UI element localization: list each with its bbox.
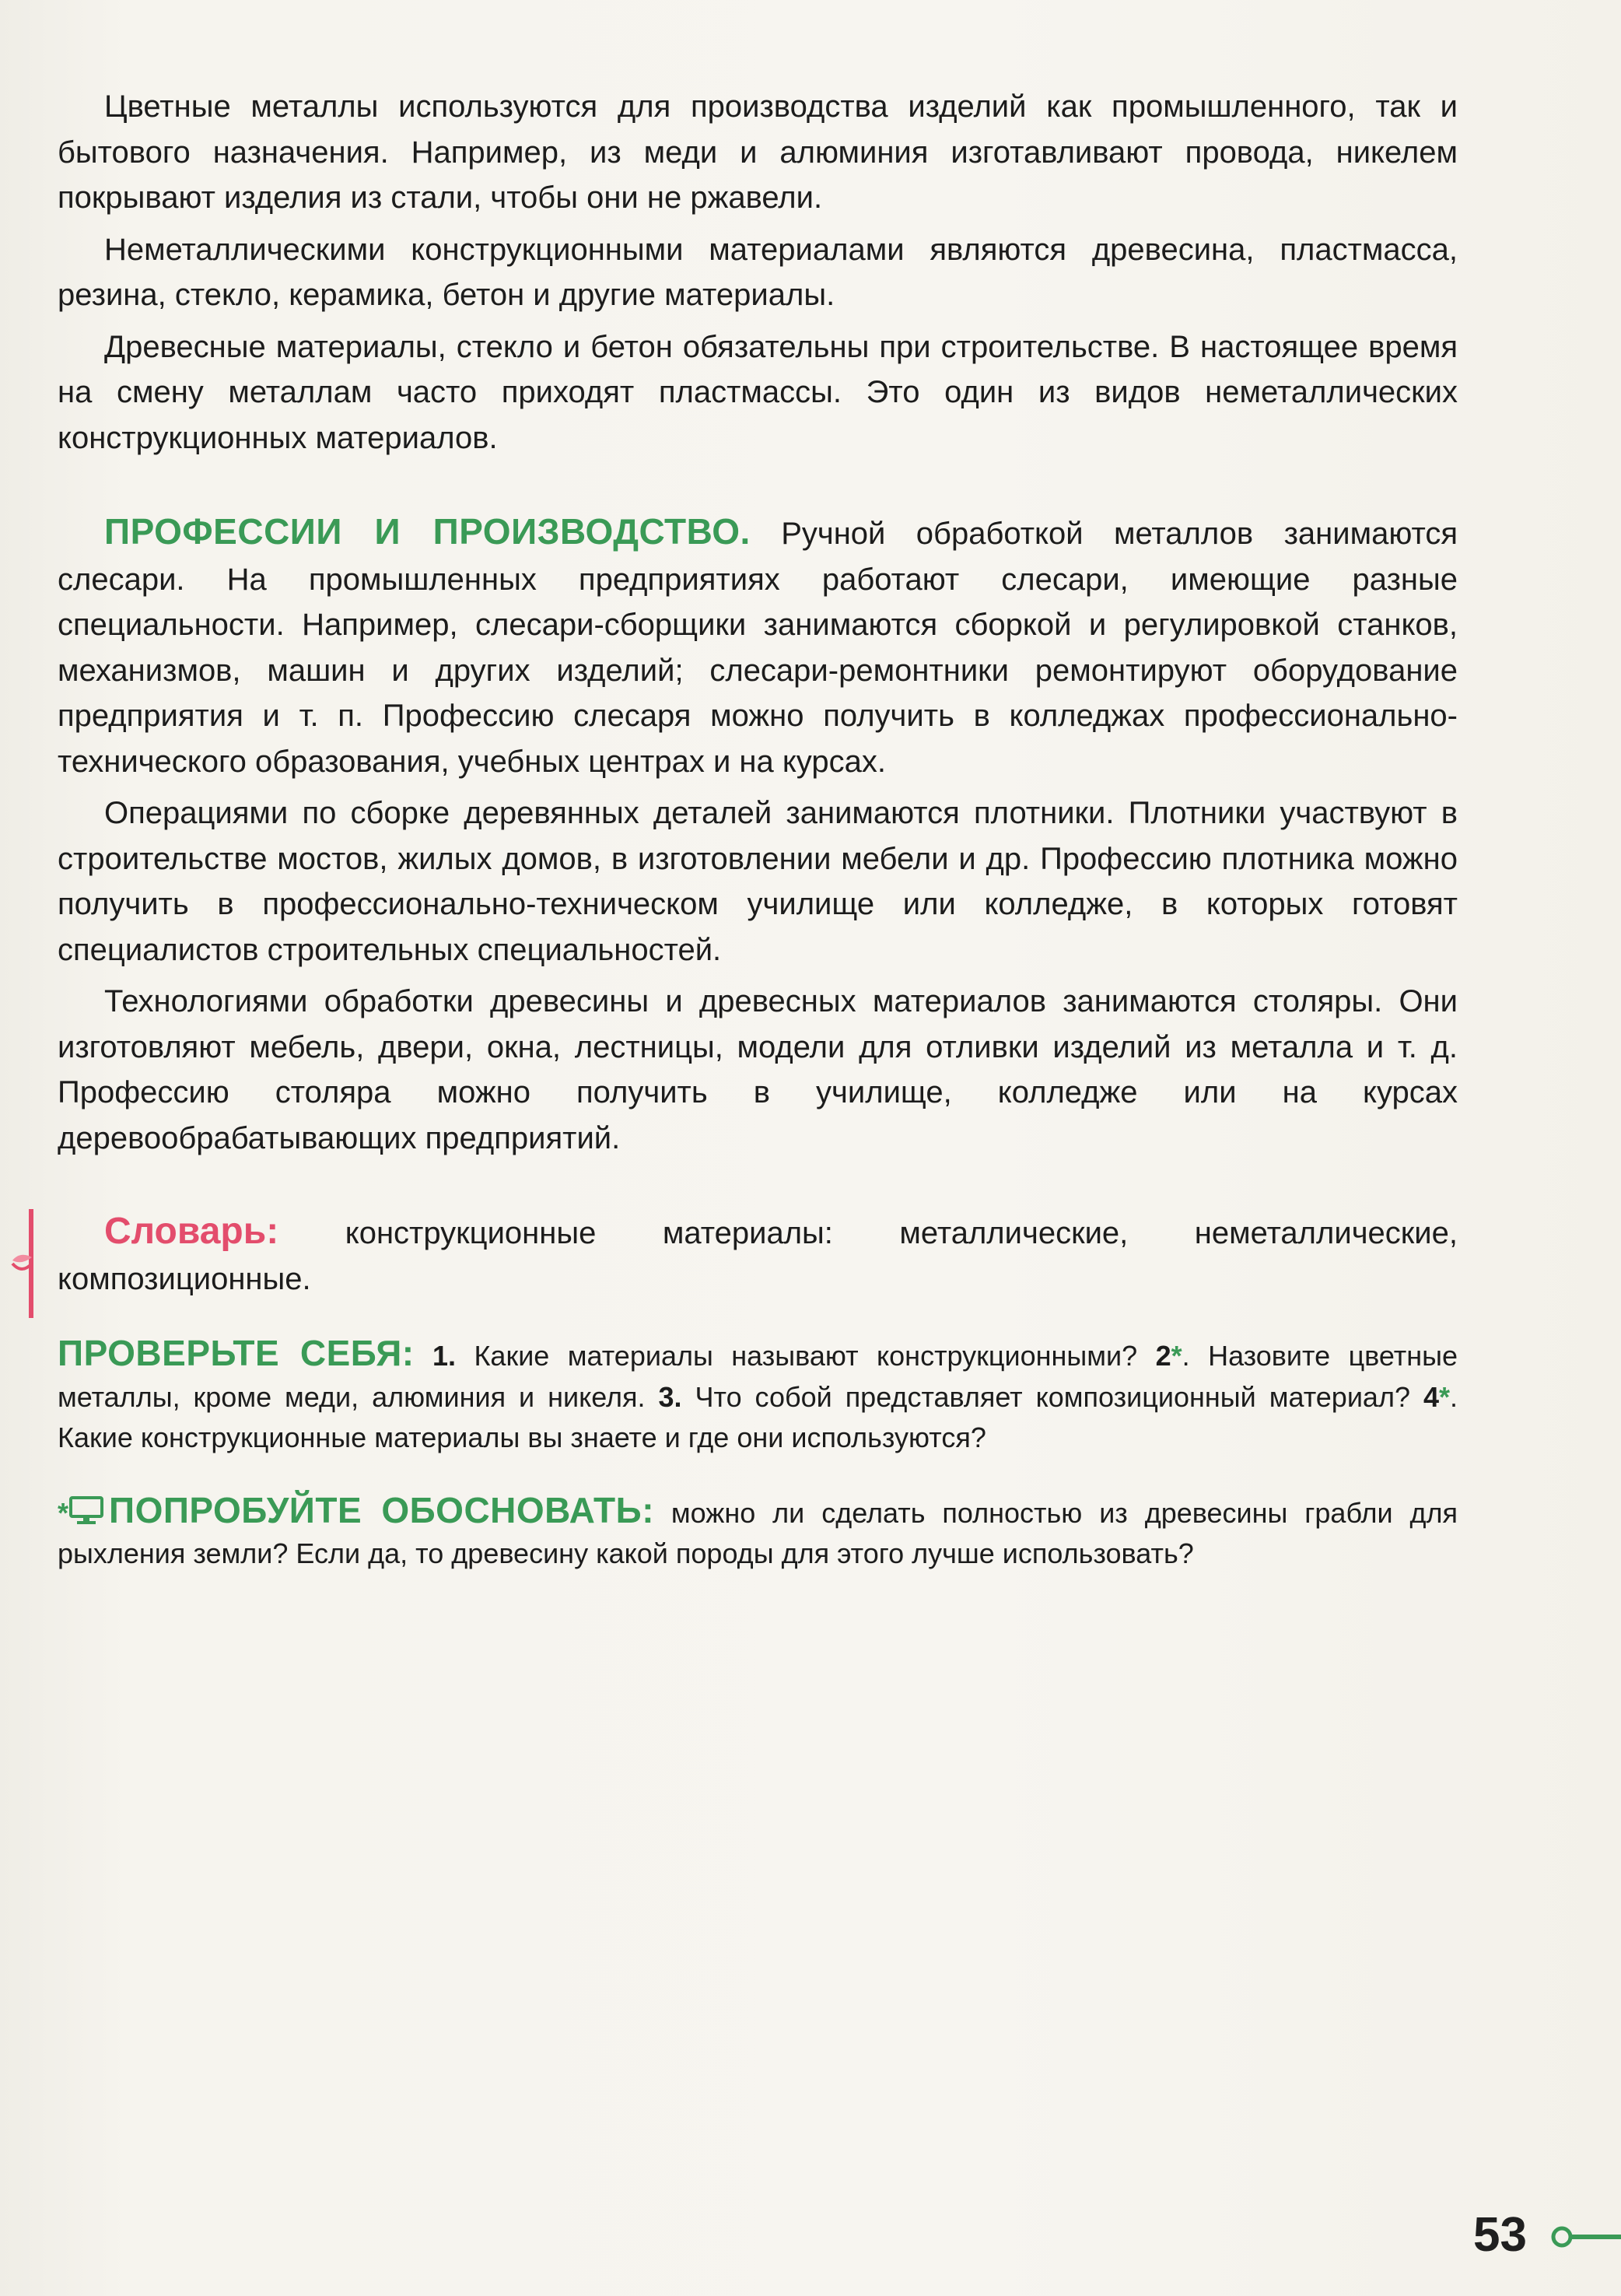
question-3-text: Что собой представляет композиционный материал? <box>681 1380 1423 1413</box>
page-content <box>58 84 1458 1575</box>
paragraph-joiners: Технологиями обработки древесины и древесных материалов занимаются столяры. Они изготовляют мебель, двери, окна, лестницы, модели для отливки изделий из металла и т. д. Профессию столяра можно получить в училище, колледже или на курсах деревообрабатывающих предприятий. <box>58 984 1458 1155</box>
paragraph-carpenters: Операциями по сборке деревянных деталей занимаются плотники. Плотники участвуют в строительстве мостов, жилых домов, в изготовлении мебели и др. Профессию плотника можно получить в профессионально-техническом училище или колледже, в которых готовят специалистов строительных специальностей. <box>58 796 1458 967</box>
question-4-text: . Какие конструкционные материалы вы знаете и где они используются? <box>58 1380 1458 1453</box>
question-2-star: * <box>1171 1340 1182 1372</box>
question-3-number: 3. <box>658 1380 682 1413</box>
check-yourself-heading: ПРОВЕРЬТЕ СЕБЯ: <box>58 1333 415 1373</box>
try-justify-text: можно ли сделать полностью из древесины грабли для рыхления земли? Если да, то древесину какой породы для этого лучше использовать? <box>58 1496 1458 1569</box>
page-number: 53 <box>1473 2208 1527 2262</box>
bookmark-ribbon-icon <box>11 1209 42 1318</box>
paragraph-nonmetallic-materials: Неметаллическими конструкционными материалами являются древесина, пластмасса, резина, стекло, керамика, бетон и другие материалы. <box>58 232 1458 312</box>
dictionary-block <box>58 1209 1458 1302</box>
try-justify-heading: ПОПРОБУЙТЕ ОБОСНОВАТЬ: <box>109 1489 655 1530</box>
question-4-number: 4 <box>1423 1380 1439 1413</box>
dictionary-label: Словарь: <box>104 1211 279 1252</box>
professions-intro-text: Ручной обработкой металлов занимаются слесари. На промышленных предприятиях работают слесари, имеющие разные специальности. Например, слесари-сборщики занимаются сборкой и регулировкой станков, механизмов, машин и других изделий; слесари-ремонтники ремонтируют оборудование предприятия и т. п. Профессию слесаря можно получить в колледжах профессионально-технического образования, учебных центрах и на курсах. <box>58 517 1458 779</box>
question-1-number: 1. <box>432 1340 457 1372</box>
try-justify-star: * <box>58 1496 69 1529</box>
check-yourself-block <box>58 1333 1458 1459</box>
paragraph-nonferrous-metals: Цветные металлы используются для производства изделий как промышленного, так и бытового назначения. Например, из меди и алюминия изготавливают провода, никелем покрывают изделия из стали, чтобы они не ржавели. <box>58 89 1458 215</box>
question-2-text: . Назовите цветные металлы, кроме меди, алюминия и никеля. <box>58 1340 1458 1413</box>
page-number-decoration-icon <box>1548 2223 1621 2251</box>
question-4-star: * <box>1438 1380 1450 1413</box>
paragraph-wood-materials: Древесные материалы, стекло и бетон обязательны при строительстве. В настоящее время на смену металлам часто приходят пластмассы. Это один из видов неметаллических конструкционных материалов. <box>58 329 1458 455</box>
question-1-text: Какие материалы называют конструкционными? <box>456 1340 1156 1372</box>
professions-paragraph <box>58 509 1458 784</box>
dictionary-text: конструкционные материалы: металлические, неметаллические, композиционные. <box>58 1216 1458 1296</box>
professions-heading: ПРОФЕССИИ И ПРОИЗВОДСТВО. <box>104 511 751 552</box>
question-2-number: 2 <box>1155 1340 1171 1372</box>
computer-icon <box>68 1495 104 1526</box>
try-justify-block <box>58 1490 1458 1575</box>
